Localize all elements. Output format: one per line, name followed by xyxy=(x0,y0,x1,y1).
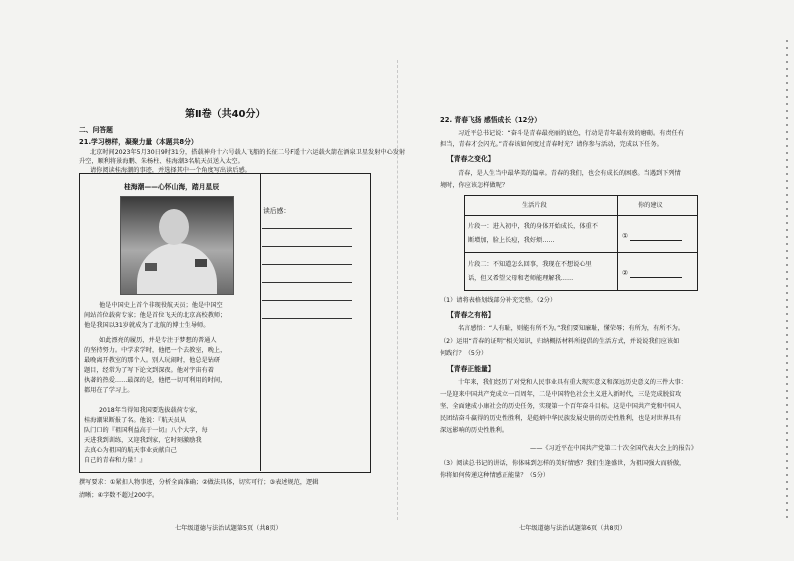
page-footer: 七年级道德与法治试题第6页（共8页） xyxy=(519,525,626,532)
story-box-divider xyxy=(260,173,261,471)
story-line: 自己的青春和力量！』 xyxy=(84,457,146,464)
sub3-text: 民团结奋斗赢得的历史性胜利，是彪炳中华民族发展史册的历史性胜利，也是对世界具有 xyxy=(440,415,682,422)
answer-marker-1: ① xyxy=(622,232,629,240)
q21-heading: 21.学习榜样，凝聚力量（本题共8分） xyxy=(79,138,198,146)
q21-intro-line: 北京时间2023年5月30日9时31分，搭载神舟十六号载人飞船的长征二号F遥十六运载火箭在酒泉卫星发射中心发射 xyxy=(90,149,406,156)
sub1-text: 青春，是人生当中最华美的篇章。青春的我们，也会有成长的困惑。当遇到下列情 xyxy=(458,170,681,177)
answer-blank-2[interactable] xyxy=(630,277,682,278)
question-2: 何践行？（5分） xyxy=(440,350,488,357)
story-line: 桂海潮果断报了名。他说：『航天员从 xyxy=(84,417,187,424)
writing-line[interactable] xyxy=(262,282,352,283)
table-row2-text: 片段二：不知道怎么回事，我现在不想说心里 xyxy=(468,261,592,268)
question-3: （3）阅读总书记的讲话，你体味到怎样的美好情感？我们生逢盛世，为祖国强大而骄傲， xyxy=(440,460,686,467)
sub3-label: 【青春正能量】 xyxy=(447,365,495,373)
reflection-label: 读后感： xyxy=(263,207,291,215)
table-header-left: 生活片段 xyxy=(522,202,547,209)
writing-requirement: 清晰；④字数不超过200字。 xyxy=(79,492,159,499)
writing-line[interactable] xyxy=(262,228,352,229)
story-line: 执著的热爱……最深的是，他把一切可利用的时间， xyxy=(84,377,227,384)
story-title: 桂海潮——心怀山海，踏月星辰 xyxy=(124,183,220,191)
part-label: 二、问答题 xyxy=(79,126,113,134)
story-line: 他是中国史上首个非现役航天员；他是中国空 xyxy=(99,302,223,309)
answer-blank-1[interactable] xyxy=(630,240,682,241)
page-footer: 七年级道德与法治试题第5页（共8页） xyxy=(175,525,282,532)
story-line: 都用在了学习上。 xyxy=(84,387,134,394)
page-divider xyxy=(397,60,398,520)
table-row1-text: 片段一：进入初中，我的身体开始成长，体重不 xyxy=(468,223,598,230)
q21-intro-line: 请你阅读桂海潮的事迹，并选择其中一个角度写出读后感。 xyxy=(90,167,251,174)
section-title: 第Ⅱ卷（共40分） xyxy=(185,109,266,120)
q22-heading: 22. 青春飞扬 感悟成长（12分） xyxy=(440,116,541,124)
q22-intro-line: 担当，青春才会闪光。”青春该如何度过青春时光？请你参与活动，完成以下任务。 xyxy=(440,141,663,148)
astronaut-photo xyxy=(120,196,234,295)
table-row1-text: 断增加，脸上长痘，我好烦…… xyxy=(468,237,555,244)
writing-line[interactable] xyxy=(262,246,352,247)
writing-line[interactable] xyxy=(262,264,352,265)
question-1: （1）请将表格划线部分补充完整。（2分） xyxy=(440,297,557,304)
table-header-right: 你的建议 xyxy=(638,202,663,209)
sub3-text: 一是迎来中国共产党成立一百周年，二是中国特色社会主义进入新时代，三是完成脱贫攻 xyxy=(440,391,682,398)
story-line: 最晚离开教室的那个人。别人玩闹时，他总是钻研 xyxy=(84,357,221,364)
sub3-text: 深远影响的历史性胜利。 xyxy=(440,427,509,434)
question-3: 你将如何传递这种情感正能量？（5分） xyxy=(440,472,550,479)
writing-requirement: 撰写要求：①紧扣人物事迹，分析全面准确；②做法具体，切实可行；③表述规范，逻辑 xyxy=(79,479,319,486)
question-2: （2）运用“青春的证明”相关知识，归纳概括材料所提倡的生活方式，并说说我们应该如 xyxy=(440,338,680,345)
story-line: 去真心为祖国的航天事业贡献自己 xyxy=(84,447,177,454)
story-line: 的坚持努力。中学求学时，他把一个去教室，晚上， xyxy=(84,347,227,354)
answer-marker-2: ② xyxy=(622,269,629,277)
sub3-text: 十年来，我们经历了对党和人民事业具有重大现实意义和深远历史意义的三件大事： xyxy=(458,379,687,386)
sub2-label: 【青春之有格】 xyxy=(447,311,495,319)
story-line: 间站首位载荷专家；他是首位飞天的北京高校教师； xyxy=(84,312,227,319)
table-row2-text: 话，但又希望父母和老师能理解我…… xyxy=(468,275,574,282)
sub1-text: 境时，你应该怎样做呢？ xyxy=(440,182,509,189)
writing-line[interactable] xyxy=(262,300,352,301)
q22-intro-line: 习近平总书记说：“奋斗是青春最亮丽的底色，行动是青年最有效的磨砺。有责任有 xyxy=(458,130,684,137)
binding-edge-dots xyxy=(786,40,788,520)
sub3-text: 坚、全面建成小康社会的历史任务，实现第一个百年奋斗目标。这是中国共产党和中国人 xyxy=(440,403,682,410)
q21-intro-line: 升空，顺利将景海鹏、朱杨柱、桂海潮3名航天员送入太空。 xyxy=(79,158,244,165)
story-line: 2018年当得知我国要选拔载荷专家， xyxy=(99,407,202,414)
story-line: 他是我国以31岁就成为了北航的博士生导师。 xyxy=(84,322,210,329)
sub3-source: ——《习近平在中国共产党第二十次全国代表大会上的报告》 xyxy=(530,445,698,452)
story-line: 天进我到训练，又迎我到家，它时刻激励我 xyxy=(84,437,202,444)
story-line: 如此漂亮的履历，并是专注于梦想的普通人 xyxy=(99,337,217,344)
story-line: 题目，经常为了写下论文到深夜。他对宇宙有着 xyxy=(84,367,214,374)
sub2-text: 名言感悟：“人有耻，则能有所不为。”我们要知廉耻，懂荣辱；有所为，有所不为。 xyxy=(458,325,685,332)
story-line: 队门口的『祖国利益高于一切』八个大字，每 xyxy=(84,427,208,434)
writing-line[interactable] xyxy=(262,318,352,319)
sub1-label: 【青春之变化】 xyxy=(447,155,495,163)
